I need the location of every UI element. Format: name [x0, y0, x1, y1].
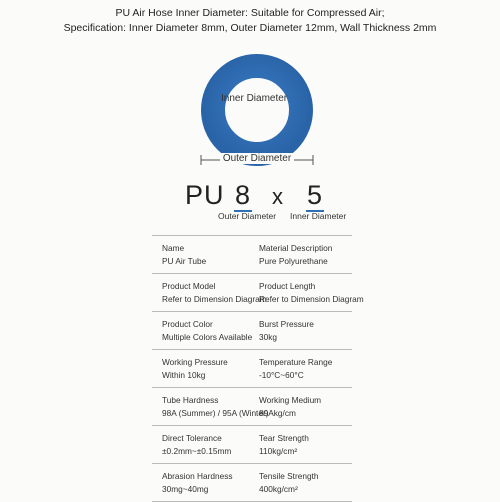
spec-cell-right [259, 470, 319, 495]
spec-value: 89Akg/cm [259, 407, 296, 418]
spec-value: 110kg/cm² [259, 445, 298, 456]
spec-value: 400kg/cm² [259, 483, 298, 494]
model-prefix: PU [185, 180, 225, 210]
spec-value: Refer to Dimension Diagram [259, 293, 364, 304]
model-times: x [272, 184, 284, 209]
spec-value: -10°C~60°C [259, 369, 304, 380]
spec-label: Temperature Range [259, 357, 333, 367]
spec-value: 30kg [259, 331, 277, 342]
spec-row [152, 349, 352, 387]
spec-row [152, 463, 352, 502]
spec-row [152, 425, 352, 463]
spec-cell-left [162, 432, 231, 457]
spec-row [152, 273, 364, 311]
model-outer-value: 8 [235, 180, 252, 210]
spec-value: Multiple Colors Available [162, 331, 253, 342]
outer-diameter-caption: Outer Diameter [218, 211, 277, 221]
spec-value: ±0.2mm~±0.15mm [162, 445, 232, 456]
spec-value: Pure Polyurethane [259, 255, 328, 266]
spec-table [152, 235, 364, 502]
spec-cell-left [162, 280, 267, 305]
spec-label: Product Length [259, 281, 316, 291]
model-inner-value: 5 [307, 180, 324, 210]
spec-cell-right [259, 394, 321, 419]
spec-row [152, 387, 352, 425]
tube-wall [213, 66, 301, 154]
spec-cell-left [162, 356, 228, 381]
spec-label: Product Color [162, 319, 213, 329]
tube-cross-section-ring [200, 53, 314, 167]
spec-row [152, 311, 352, 349]
outer-diameter-label [200, 153, 314, 164]
spec-label: Working Pressure [162, 357, 228, 367]
page-header [0, 6, 500, 36]
spec-label: Product Model [162, 281, 216, 291]
inner-diameter-label: Inner Diameter [221, 93, 288, 104]
spec-label: Material Description [259, 243, 333, 253]
spec-value: Refer to Dimension Diagram [162, 293, 267, 304]
spec-label: Direct Tolerance [162, 433, 222, 443]
spec-cell-right [259, 356, 332, 381]
spec-cell-left [162, 394, 269, 419]
spec-label: Abrasion Hardness [162, 471, 233, 481]
outer-diameter-text: Outer Diameter [220, 153, 294, 164]
header-line-2: Specification: Inner Diameter 8mm, Outer Diameter 12mm, Wall Thickness 2mm [63, 22, 437, 34]
spec-value: Within 10kg [162, 369, 206, 380]
outer-diameter-dimension [200, 153, 314, 167]
spec-label: Tensile Strength [259, 471, 319, 481]
spec-cell-right [259, 242, 332, 267]
spec-row [152, 235, 352, 273]
spec-label: Tear Strength [259, 433, 309, 443]
spec-cell-right [259, 432, 309, 457]
spec-cell-left [162, 470, 233, 495]
spec-cell-right [259, 318, 314, 343]
spec-value: PU Air Tube [162, 255, 207, 266]
spec-value: 30mg~40mg [162, 483, 209, 494]
spec-label: Burst Pressure [259, 319, 314, 329]
spec-label: Tube Hardness [162, 395, 219, 405]
spec-cell-right [259, 280, 364, 305]
spec-value: 98A (Summer) / 95A (Winter) [162, 407, 269, 418]
spec-cell-left [162, 242, 206, 267]
header-line-1: PU Air Hose Inner Diameter: Suitable for Compressed Air; [115, 7, 385, 19]
inner-diameter-caption: Inner Diameter [290, 211, 347, 221]
spec-label: Name [162, 243, 185, 253]
spec-cell-left [162, 318, 252, 343]
spec-label: Working Medium [259, 395, 322, 405]
